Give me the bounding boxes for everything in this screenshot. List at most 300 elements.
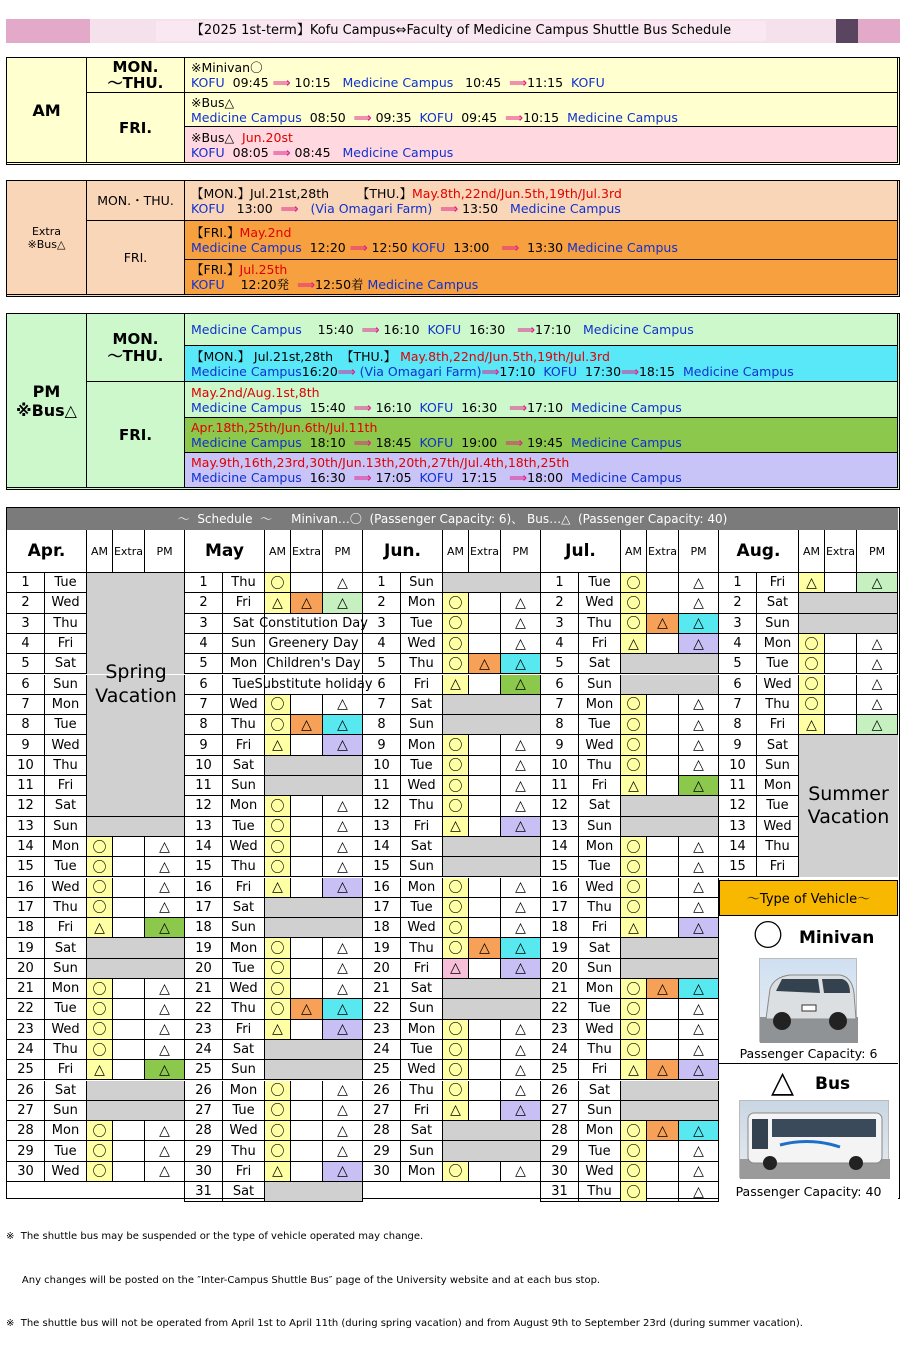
route-text: 【MON.】 Jul.21st,28th 【THU.】 — [191, 348, 401, 364]
am-cell-bus: △ — [799, 573, 825, 593]
am-route-row — [185, 127, 898, 163]
weekday: Tue — [757, 796, 799, 816]
weekday: Thu — [223, 573, 265, 593]
extra-cell-bus: △ — [647, 1121, 679, 1141]
bus-symbol-icon: △ — [771, 1064, 795, 1100]
route-line — [185, 385, 897, 400]
am-cell-minivan: 〇 — [265, 573, 291, 593]
weekday: Mon — [579, 837, 621, 857]
extra-cell — [647, 878, 679, 898]
weekday: Tue — [579, 857, 621, 877]
arrow-icon: ⟹ — [349, 240, 368, 255]
extra-cell — [113, 918, 145, 938]
route-text: 18:00 — [527, 470, 572, 485]
extra-cell — [469, 898, 501, 918]
day-number: 4 — [363, 634, 401, 654]
day-number: 2 — [719, 593, 757, 613]
day-number: 19 — [541, 938, 579, 958]
weekday: Fri — [223, 878, 265, 898]
extra-cell — [825, 675, 857, 695]
arrow-icon: ⟹ — [517, 322, 536, 337]
am-cell-bus: △ — [265, 593, 291, 613]
extra-cell-bus: △ — [647, 979, 679, 999]
weekday: Mon — [579, 979, 621, 999]
weekday: Mon — [401, 1162, 443, 1182]
day-number: 15 — [185, 857, 223, 877]
route-text: Medicine Campus — [191, 363, 302, 379]
day-number: 5 — [185, 654, 223, 674]
am-cell-bus: △ — [265, 878, 291, 898]
pm-cell-bus: △ — [501, 959, 541, 979]
pm-cell-bus: △ — [679, 1060, 719, 1080]
day-number: 8 — [185, 715, 223, 735]
pm-route-row — [185, 346, 898, 382]
am-cell-minivan: 〇 — [799, 654, 825, 674]
route-text: ※Bus△ — [191, 129, 243, 145]
pm-cell-bus: △ — [679, 898, 719, 918]
arrow-icon: ⟹ — [509, 399, 528, 415]
pm-cell-bus: △ — [501, 1060, 541, 1080]
vacation-cell — [87, 735, 185, 755]
pm-cell-bus: △ — [679, 1040, 719, 1060]
route-line — [185, 470, 897, 485]
extra-cell — [113, 999, 145, 1019]
am-col-header: AM — [87, 530, 113, 573]
pm-cell-bus: △ — [857, 634, 898, 654]
weekday: Sun — [757, 756, 799, 776]
weekday: Wed — [401, 918, 443, 938]
route-text: 16:20 — [301, 363, 338, 379]
weekday: Fri — [45, 1060, 87, 1080]
holiday-cell: Greenery Day — [265, 634, 363, 654]
pm-cell-bus: △ — [323, 959, 363, 979]
pm-cell-bus: △ — [323, 1081, 363, 1101]
pm-cell-bus: △ — [501, 1081, 541, 1101]
day-number: 7 — [719, 695, 757, 715]
weekday: Mon — [757, 776, 799, 796]
extra-cell — [647, 1141, 679, 1161]
pm-cell-bus: △ — [501, 1162, 541, 1182]
weekday: Thu — [401, 654, 443, 674]
day-number: 20 — [185, 959, 223, 979]
weekday: Thu — [45, 614, 87, 634]
weekday: Sat — [223, 614, 265, 634]
pm-cell-bus: △ — [323, 573, 363, 593]
day-number: 19 — [7, 938, 45, 958]
weekday: Sun — [223, 776, 265, 796]
weekday: Fri — [579, 1060, 621, 1080]
route-text: 11:15 — [527, 75, 572, 90]
day-number: 21 — [185, 979, 223, 999]
day-number: 12 — [185, 796, 223, 816]
extra-cell — [469, 878, 501, 898]
weekday: Thu — [579, 614, 621, 634]
day-number: 24 — [363, 1040, 401, 1060]
pm-route-row — [185, 382, 898, 418]
am-cell-minivan: 〇 — [87, 999, 113, 1019]
day-number: 16 — [7, 878, 45, 898]
route-line — [185, 225, 897, 240]
extra-cell — [647, 918, 679, 938]
day-number: 6 — [541, 675, 579, 695]
month-header: Jul. — [541, 530, 621, 573]
am-cell-minivan: 〇 — [87, 979, 113, 999]
route-text: KOFU — [571, 75, 605, 90]
weekday: Mon — [401, 1020, 443, 1040]
weekday: Sat — [223, 1182, 265, 1202]
pm-cell-bus: △ — [323, 817, 363, 837]
extra-cell — [291, 573, 323, 593]
am-cell-minivan: 〇 — [621, 1141, 647, 1161]
weekday: Sun — [401, 715, 443, 735]
route-text: 08:50 — [301, 109, 354, 125]
route-text: Medicine Campus — [191, 399, 302, 415]
pm-cell-bus: △ — [857, 715, 898, 735]
extra-cell — [113, 1060, 145, 1080]
weekday: Sun — [579, 959, 621, 979]
route-text — [432, 201, 440, 216]
pm-col-header: PM — [679, 530, 719, 573]
weekday: Mon — [45, 979, 87, 999]
day-number: 12 — [719, 796, 757, 816]
day-number: 21 — [7, 979, 45, 999]
am-cell-minivan: 〇 — [443, 776, 469, 796]
weekday: Wed — [45, 1162, 87, 1182]
weekday: Mon — [223, 938, 265, 958]
am-cell-minivan: 〇 — [265, 1101, 291, 1121]
day-number: 25 — [541, 1060, 579, 1080]
day-number: 3 — [7, 614, 45, 634]
route-text: 19:00 — [453, 435, 506, 450]
am-cell-minivan: 〇 — [443, 614, 469, 634]
weekday: Sun — [45, 675, 87, 695]
route-text: 16:30 — [453, 399, 510, 415]
route-text: 13:00 — [224, 200, 281, 216]
day-number: 17 — [185, 898, 223, 918]
route-text: Medicine Campus — [567, 240, 678, 255]
day-number: 22 — [541, 999, 579, 1019]
extra-cell — [113, 1121, 145, 1141]
day-number: 6 — [719, 675, 757, 695]
extra-cell — [291, 857, 323, 877]
extra-cell — [291, 837, 323, 857]
weekday: Wed — [45, 735, 87, 755]
weekday: Thu — [45, 1040, 87, 1060]
extra-cell — [291, 959, 323, 979]
weekday: Wed — [45, 878, 87, 898]
no-service-cell — [265, 1040, 363, 1060]
am-cell-minivan: 〇 — [87, 1121, 113, 1141]
no-service-cell — [265, 776, 363, 796]
pm-cell-bus: △ — [501, 675, 541, 695]
am-cell-minivan: 〇 — [87, 898, 113, 918]
pm-cell-bus: △ — [145, 1141, 185, 1161]
pm-label: PM ※Bus△ — [7, 314, 87, 488]
weekday: Tue — [223, 1101, 265, 1121]
weekday: Tue — [45, 999, 87, 1019]
route-text: Medicine Campus — [510, 200, 621, 216]
day-number: 10 — [7, 756, 45, 776]
empty-cell — [7, 1182, 185, 1202]
route-text: KOFU — [191, 144, 225, 160]
weekday: Fri — [45, 776, 87, 796]
am-cell-minivan: 〇 — [799, 675, 825, 695]
am-cell-minivan: 〇 — [265, 837, 291, 857]
weekday: Fri — [223, 735, 265, 755]
pm-cell-bus: △ — [323, 1020, 363, 1040]
extra-cell — [647, 898, 679, 918]
pm-cell-bus: △ — [501, 735, 541, 755]
extra-cell — [647, 1182, 679, 1202]
empty-cell — [363, 1182, 541, 1202]
no-service-cell — [265, 918, 363, 938]
pm-cell-bus: △ — [857, 573, 898, 593]
route-text: 10:45 — [453, 75, 510, 90]
extra-cell — [291, 1141, 323, 1161]
no-service-cell — [443, 837, 541, 857]
day-number: 11 — [363, 776, 401, 796]
summer-vacation-label: Summer Vacation — [799, 735, 898, 877]
day-number: 8 — [541, 715, 579, 735]
pm-section — [6, 313, 900, 490]
no-service-cell — [87, 938, 185, 958]
extra-cell-bus: △ — [469, 654, 501, 674]
day-number: 29 — [185, 1141, 223, 1161]
am-fri-label: FRI. — [87, 93, 185, 163]
am-cell-minivan: 〇 — [443, 593, 469, 613]
day-number: 4 — [185, 634, 223, 654]
day-number: 30 — [185, 1162, 223, 1182]
day-number: 14 — [719, 837, 757, 857]
route-text: 08:45 — [290, 144, 343, 160]
day-number: 28 — [363, 1121, 401, 1141]
footer-note: ※ The shuttle bus may be suspended or the type of vehicle operated may change. — [6, 1231, 424, 1242]
extra-cell — [647, 1040, 679, 1060]
day-number: 11 — [719, 776, 757, 796]
extra-cell — [647, 999, 679, 1019]
am-cell-minivan: 〇 — [621, 715, 647, 735]
weekday: Tue — [579, 715, 621, 735]
day-number: 22 — [185, 999, 223, 1019]
extra-cell — [291, 1101, 323, 1121]
weekday: Thu — [223, 857, 265, 877]
extra-cell — [469, 817, 501, 837]
am-cell-minivan: 〇 — [443, 918, 469, 938]
day-number: 2 — [7, 593, 45, 613]
arrow-icon: ⟹ — [353, 109, 372, 125]
pm-cell-bus: △ — [679, 1020, 719, 1040]
pm-route-row — [185, 453, 898, 488]
route-text: May.8th,22nd/Jun.5th,19th/Jul.3rd — [400, 348, 610, 364]
extra-col-header: Extra — [291, 530, 323, 573]
extra-route-row — [185, 221, 898, 260]
am-cell-minivan: 〇 — [87, 1040, 113, 1060]
weekday: Wed — [223, 837, 265, 857]
am-cell-minivan: 〇 — [265, 817, 291, 837]
pm-cell-bus: △ — [323, 979, 363, 999]
am-cell-minivan: 〇 — [443, 796, 469, 816]
day-number: 25 — [185, 1060, 223, 1080]
weekday: Wed — [579, 1162, 621, 1182]
day-number: 1 — [363, 573, 401, 593]
route-line — [185, 400, 897, 415]
day-number: 5 — [719, 654, 757, 674]
pm-col-header: PM — [857, 530, 898, 573]
pm-cell-bus: △ — [501, 634, 541, 654]
arrow-icon: ⟹ — [621, 363, 639, 379]
am-cell-minivan: 〇 — [265, 979, 291, 999]
no-service-cell — [621, 1081, 719, 1101]
weekday: Sat — [223, 898, 265, 918]
route-text: 【MON.】Jul.21st,28th 【THU.】 — [191, 185, 412, 201]
day-number: 6 — [363, 675, 401, 695]
am-cell-minivan: 〇 — [621, 1020, 647, 1040]
extra-cell — [647, 695, 679, 715]
weekday: Wed — [579, 735, 621, 755]
route-text: Medicine Campus — [367, 277, 479, 292]
pm-col-header: PM — [323, 530, 363, 573]
day-number: 30 — [541, 1162, 579, 1182]
arrow-icon: ⟹ — [509, 470, 528, 485]
pm-cell-bus: △ — [145, 1040, 185, 1060]
route-text: 13:00 — [445, 240, 502, 255]
day-number: 16 — [541, 878, 579, 898]
day-number: 20 — [7, 959, 45, 979]
holiday-cell: Children's Day — [265, 654, 363, 674]
route-text: Medicine Campus — [191, 470, 302, 485]
day-number: 24 — [7, 1040, 45, 1060]
weekday: Fri — [579, 776, 621, 796]
weekday: Wed — [757, 817, 799, 837]
day-number: 9 — [541, 735, 579, 755]
route-text: KOFU — [419, 470, 454, 485]
weekday: Wed — [579, 878, 621, 898]
pm-cell-bus: △ — [501, 1020, 541, 1040]
minivan-label: Minivan — [799, 927, 875, 948]
route-text: May.8th,22nd/Jun.5th,19th/Jul.3rd — [412, 185, 622, 201]
route-text: 13:30 — [519, 240, 568, 255]
day-number: 12 — [541, 796, 579, 816]
weekday: Tue — [579, 999, 621, 1019]
am-cell-bus: △ — [621, 1060, 647, 1080]
route-text: 09:35 — [371, 109, 420, 125]
weekday: Tue — [223, 817, 265, 837]
pm-cell-bus: △ — [145, 1020, 185, 1040]
day-number: 7 — [541, 695, 579, 715]
route-text: 10:15 — [523, 109, 568, 125]
pm-cell-bus: △ — [323, 715, 363, 735]
weekday: Fri — [401, 817, 443, 837]
weekday: Sat — [579, 654, 621, 674]
day-number: 7 — [7, 695, 45, 715]
am-col-header: AM — [621, 530, 647, 573]
am-cell-bus: △ — [621, 918, 647, 938]
weekday: Mon — [223, 654, 265, 674]
weekday: Tue — [401, 898, 443, 918]
weekday: Thu — [223, 1141, 265, 1161]
day-number: 30 — [7, 1162, 45, 1182]
extra-cell — [113, 878, 145, 898]
day-number: 21 — [541, 979, 579, 999]
am-cell-minivan: 〇 — [621, 1162, 647, 1182]
day-number: 31 — [185, 1182, 223, 1202]
arrow-icon: ⟹ — [361, 322, 380, 337]
extra-cell-bus: △ — [291, 593, 323, 613]
weekday: Mon — [579, 695, 621, 715]
pm-cell-bus: △ — [145, 979, 185, 999]
extra-cell-bus: △ — [647, 1060, 679, 1080]
arrow-icon: ⟹ — [272, 144, 291, 160]
weekday: Sun — [401, 573, 443, 593]
am-cell-minivan: 〇 — [265, 1081, 291, 1101]
no-service-cell — [799, 593, 898, 613]
day-number: 26 — [7, 1081, 45, 1101]
day-number: 27 — [541, 1101, 579, 1121]
route-text: Jun.20st — [242, 129, 293, 145]
pm-cell-bus: △ — [679, 918, 719, 938]
extra-col-header: Extra — [825, 530, 857, 573]
pm-cell-bus: △ — [145, 1121, 185, 1141]
extra-cell — [647, 1162, 679, 1182]
day-number: 6 — [185, 675, 223, 695]
weekday: Sat — [45, 938, 87, 958]
extra-cell — [469, 614, 501, 634]
extra-cell — [291, 938, 323, 958]
route-text: 12:50 — [367, 240, 412, 255]
weekday: Sat — [579, 1081, 621, 1101]
am-cell-minivan: 〇 — [621, 837, 647, 857]
route-text: Medicine Campus — [191, 240, 302, 255]
weekday: Wed — [223, 695, 265, 715]
am-cell-minivan: 〇 — [265, 695, 291, 715]
route-line — [185, 277, 897, 292]
no-service-cell — [799, 614, 898, 634]
weekday: Tue — [45, 573, 87, 593]
month-header: Aug. — [719, 530, 799, 573]
extra-cell — [469, 634, 501, 654]
weekday: Mon — [401, 735, 443, 755]
am-cell-bus: △ — [265, 1020, 291, 1040]
extra-cell-bus: △ — [647, 614, 679, 634]
weekday: Wed — [401, 776, 443, 796]
day-number: 16 — [363, 878, 401, 898]
arrow-icon: ⟹ — [280, 200, 299, 216]
day-number: 31 — [541, 1182, 579, 1202]
weekday: Sun — [45, 1101, 87, 1121]
day-number: 11 — [541, 776, 579, 796]
pm-cell-bus: △ — [679, 593, 719, 613]
weekday: Wed — [579, 593, 621, 613]
day-number: 2 — [541, 593, 579, 613]
vacation-cell — [87, 756, 185, 776]
am-cell-minivan: 〇 — [621, 593, 647, 613]
route-line — [185, 201, 897, 216]
day-number: 9 — [719, 735, 757, 755]
route-text: May.2nd/Aug.1st,8th — [191, 384, 320, 400]
extra-cell — [113, 1040, 145, 1060]
extra-cell — [113, 979, 145, 999]
holiday-cell: Constitution Day — [265, 614, 363, 634]
weekday: Sat — [401, 979, 443, 999]
no-service-cell — [443, 573, 541, 593]
day-number: 24 — [185, 1040, 223, 1060]
extra-cell — [647, 735, 679, 755]
day-number: 7 — [363, 695, 401, 715]
day-number: 10 — [541, 756, 579, 776]
pm-monthu-label: MON. ～THU. — [87, 314, 185, 382]
day-number: 5 — [363, 654, 401, 674]
minivan-image — [759, 958, 857, 1042]
